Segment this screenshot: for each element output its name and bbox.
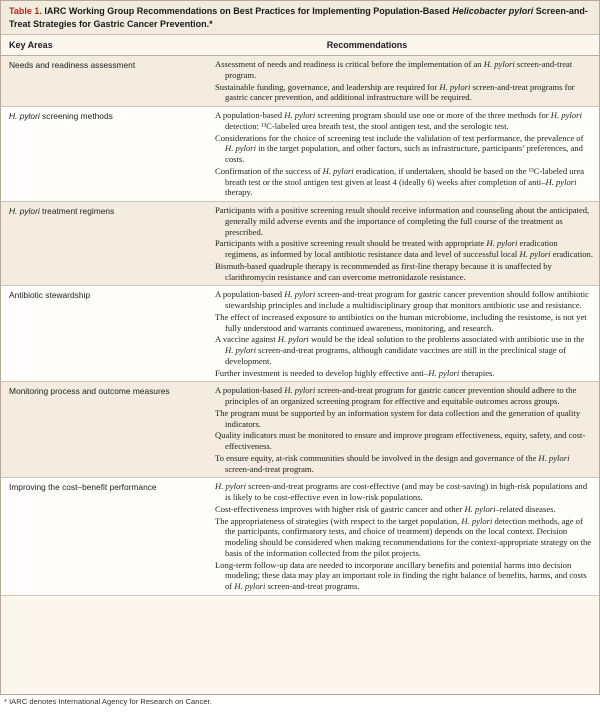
table-row xyxy=(1,56,599,107)
recommendation-item: Confirmation of the success of H. pylori eradication, if undertaken, should be based on the ¹³C-labeled urea breath test or the stool antigen test given at least 4 (ideally 6) weeks after completion of anti–H. pylori therapy. xyxy=(215,165,585,198)
column-header-key-areas: Key Areas xyxy=(9,40,53,50)
recommendation-item: The appropriateness of strategies (with respect to the target population, H. pylori detection methods, age of the participants, confirmatory tests, and choice of treatment) depends on the local context. Decision modeling should be considered when making recommendations for the context-appropriate strategy on the basis of the information collected from the pilot projects. xyxy=(215,515,592,558)
recommendation-item: A population-based H. pylori screen-and-treat program for gastric cancer prevention should follow antibiotic stewardship principles and include a multidisciplinary group that monitors antibiotic use and resistance. xyxy=(215,289,589,310)
recommendation-item: Participants with a positive screening result should receive information and counseling about the anticipated, generally mild adverse events and the importance of completing the full course of the treatment as prescribed. xyxy=(215,205,590,237)
table-row xyxy=(1,382,599,478)
recommendation-item: The effect of increased exposure to antibiotics on the human microbiome, including the resistome, is not yet fully understood and warrants continued awareness, monitoring, and research. xyxy=(215,311,587,333)
recommendations-cell xyxy=(205,56,599,106)
recommendation-item: Participants with a positive screening result should be treated with appropriate H. pylori eradication regimens, as informed by local antibiotic resistance data and level of successful local H. pylori eradication. xyxy=(215,238,593,259)
table-body xyxy=(1,56,599,596)
recommendations-cell xyxy=(205,107,599,201)
recommendation-item: Further investment is needed to develop highly effective anti–H. pylori therapies. xyxy=(215,367,495,378)
key-area-cell: Needs and readiness assessment xyxy=(9,60,136,70)
recommendation-item: Quality indicators must be monitored to ensure and improve program effectiveness, equity, safety, and cost-effectiveness. xyxy=(215,430,586,451)
key-area-cell: Monitoring process and outcome measures xyxy=(9,386,170,397)
table-footnote: * IARC denotes International Agency for Research on Cancer. xyxy=(4,697,212,706)
table-row xyxy=(1,107,599,202)
column-header-recommendations: Recommendations xyxy=(326,40,408,50)
recommendations-cell xyxy=(205,382,599,477)
table-number: Table 1. xyxy=(9,6,42,16)
table-header-row xyxy=(1,35,599,56)
recommendation-item: A vaccine against H. pylori would be the ideal solution to the problems associated with antibiotic use in the H. pylori screen-and-treat programs, although candidate vaccines are still in the preclinical stage of development. xyxy=(215,334,585,366)
recommendation-item: Assessment of needs and readiness is critical before the implementation of an H. pylori screen-and-treat program. xyxy=(215,59,573,80)
recommendations-cell xyxy=(205,202,599,285)
key-area-cell: Improving the cost–benefit performance xyxy=(9,482,157,493)
recommendation-item: A population-based H. pylori screening program should use one or more of the three methods for H. pylori detection: ¹³C-labeled urea breath test, the stool antigen test, and the serologic test. xyxy=(215,110,582,131)
recommendation-item: Long-term follow-up data are needed to incorporate ancillary benefits and potential harms into decision modeling; these data may play an important role in finding the right balance of benefits, harms, and costs of H. pylori screen-and-treat programs. xyxy=(215,559,587,591)
table-title-text: IARC Working Group Recommendations on Best Practices for Implementing Population-Based Helicobacter pylori Screen-and-Treat Strategies for Gastric Cancer Prevention.* xyxy=(9,6,588,29)
recommendation-item: H. pylori screen-and-treat programs are cost-effective (and may be cost-saving) in high-risk populations and is likely to be cost-effective even in low-risk populations. xyxy=(215,481,588,502)
key-area-cell: H. pylori treatment regimens xyxy=(9,206,115,216)
recommendation-item: Cost-effectiveness improves with higher risk of gastric cancer and other H. pylori–related diseases. xyxy=(215,503,556,514)
recommendation-item: Considerations for the choice of screening test include the validation of test performance, the prevalence of H. pylori in the target population, and other factors, such as infrastructure, participants’ preferences, and costs. xyxy=(215,132,584,164)
recommendations-cell xyxy=(205,286,599,381)
table-row xyxy=(1,478,599,596)
recommendation-item: To ensure equity, at-risk communities should be involved in the design and governance of the H. pylori screen-and-treat program. xyxy=(215,452,570,474)
recommendation-item: Bismuth-based quadruple therapy is recommended as first-line therapy because it is unaffected by clarithromycin resistance and can overcome metronidazole resistance. xyxy=(215,260,552,282)
recommendation-item: The program must be supported by an information system for data collection and the generation of quality indicators. xyxy=(215,407,581,429)
table-row xyxy=(1,202,599,286)
recommendation-item: A population-based H. pylori screen-and-treat program for gastric cancer prevention should adhere to the principles of an organized screening program for effective and equitable outcomes across groups. xyxy=(215,385,577,406)
key-area-cell: Antibiotic stewardship xyxy=(9,290,90,301)
recommendations-cell xyxy=(205,478,599,595)
table-row xyxy=(1,286,599,382)
key-area-cell: H. pylori screening methods xyxy=(9,111,113,121)
table-title xyxy=(1,1,599,35)
recommendation-item: Sustainable funding, governance, and leadership are required for H. pylori screen-and-treat programs for gastric cancer prevention, and additional infrastructure will be required. xyxy=(215,81,575,103)
